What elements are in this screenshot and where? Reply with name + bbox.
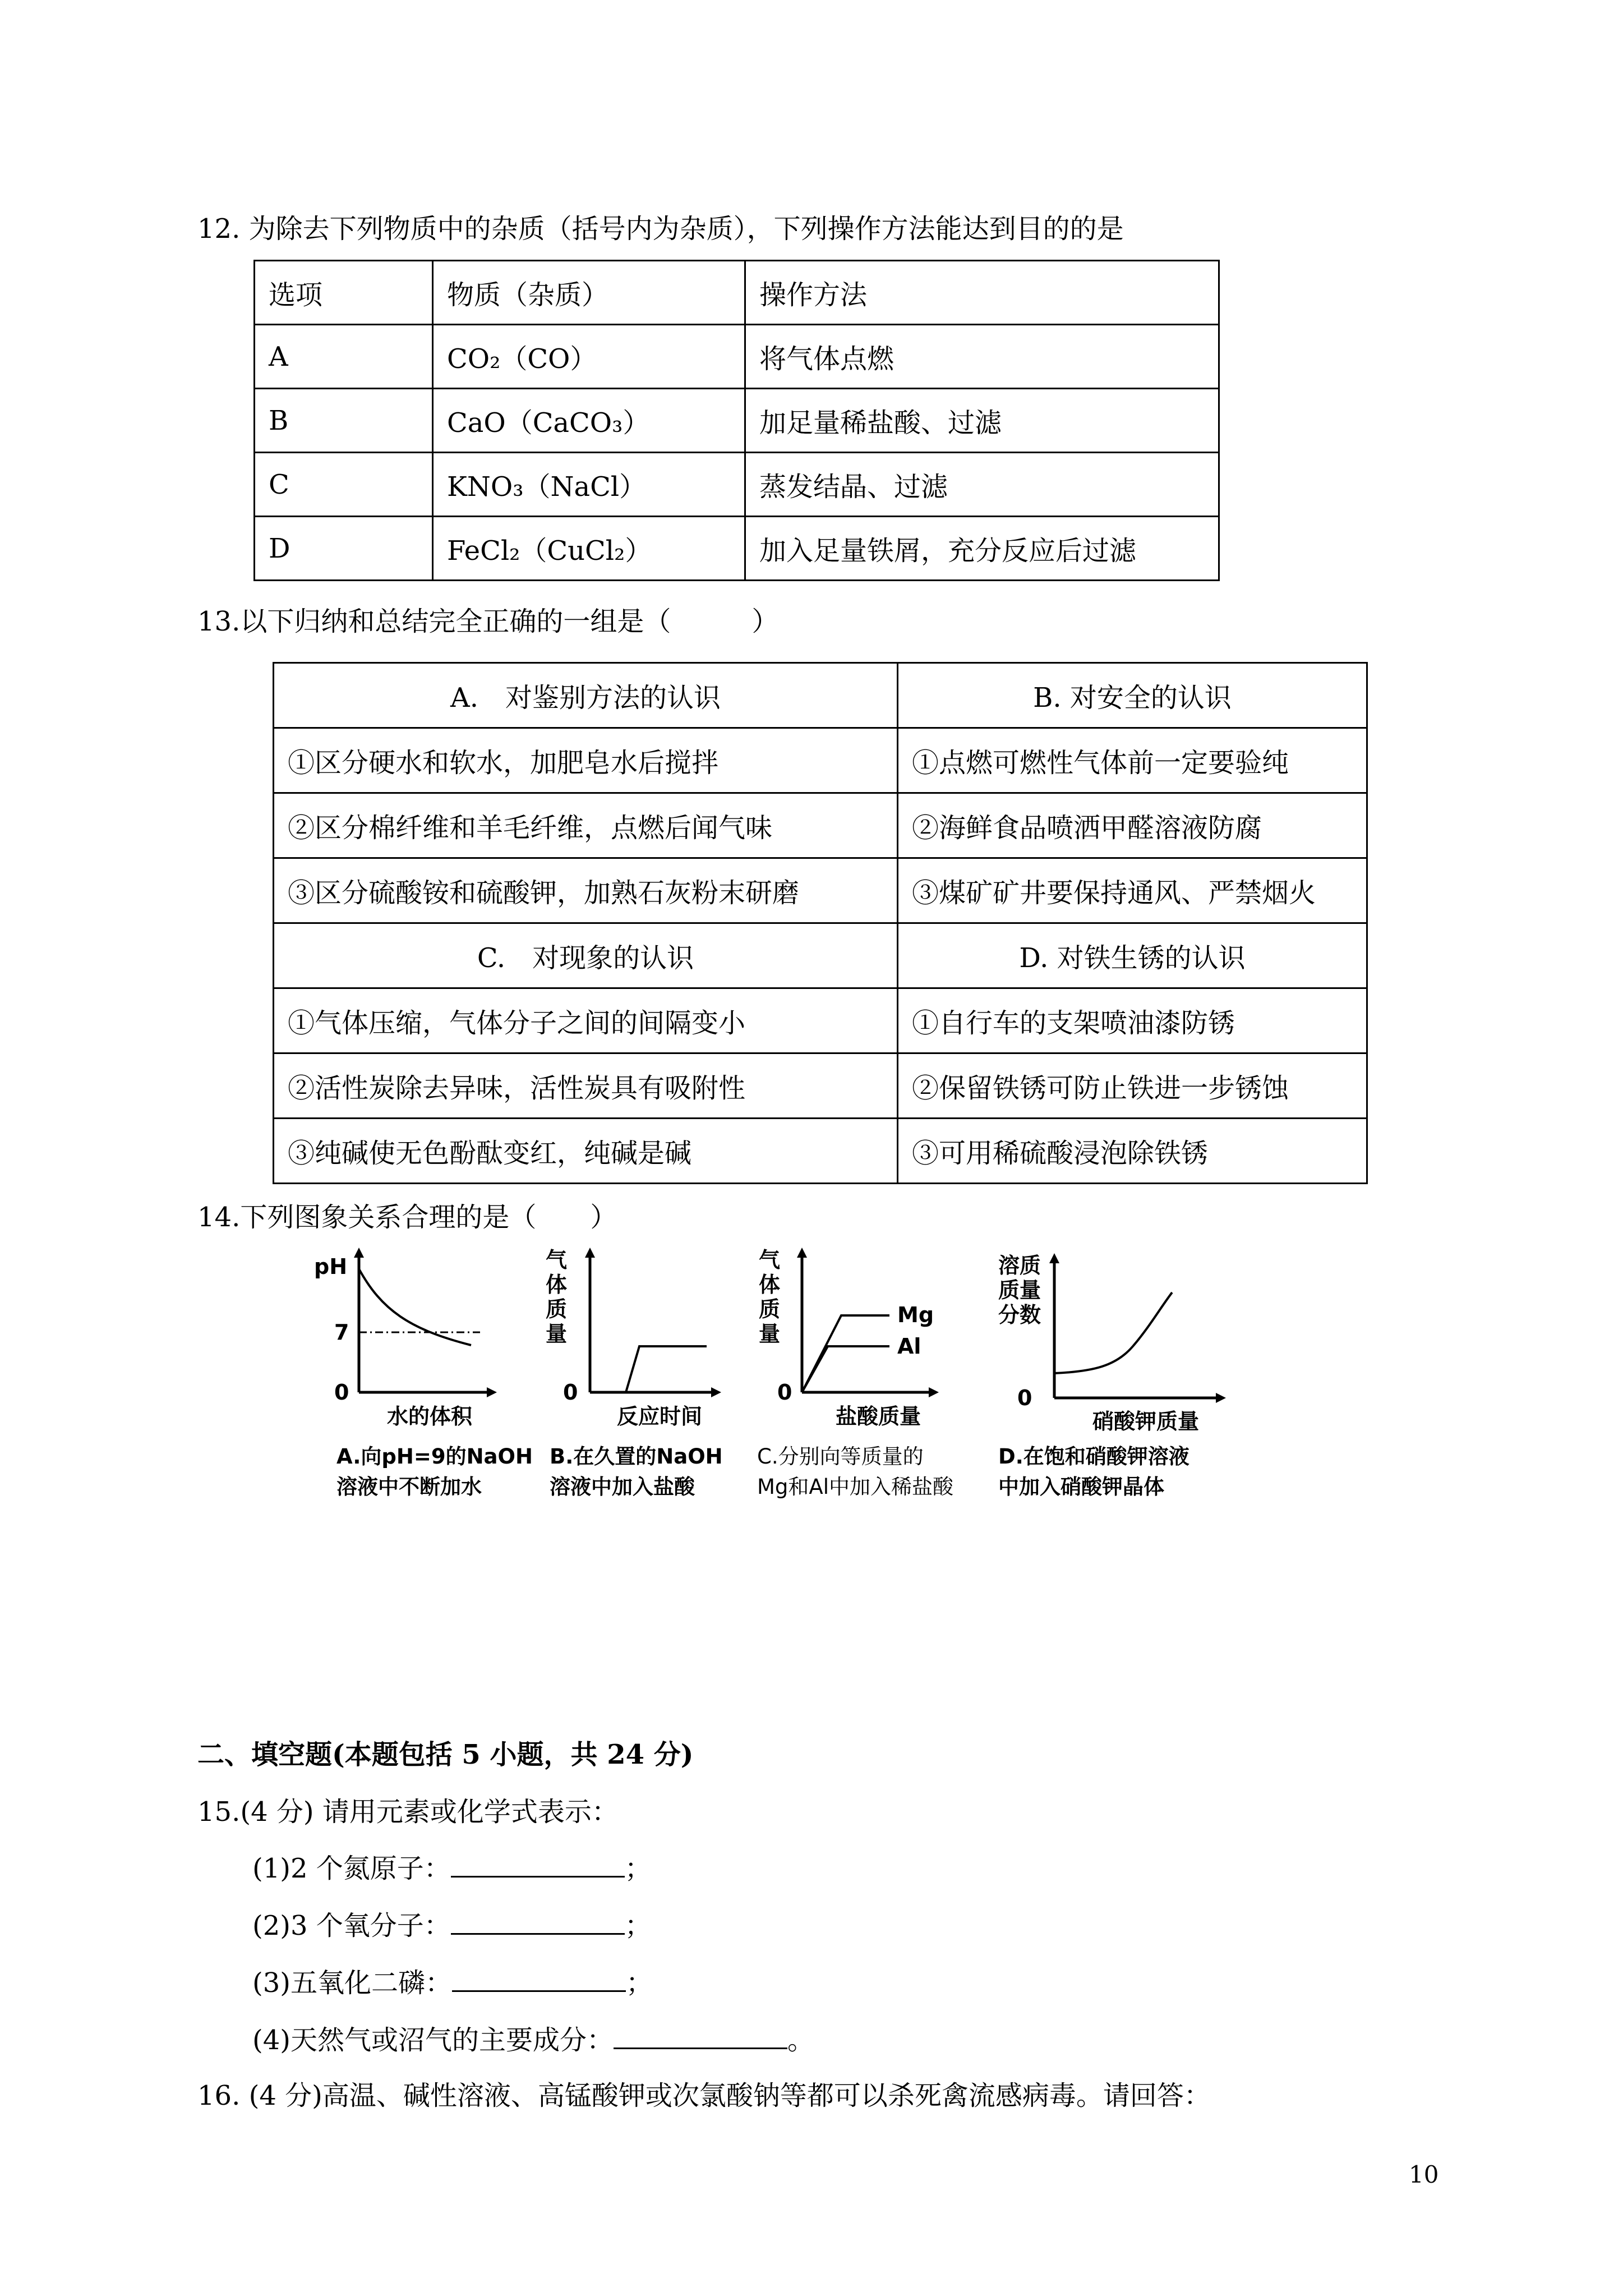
header-method: 操作方法: [745, 261, 1219, 325]
q15-item-4: [252, 2022, 814, 2057]
group-d-title: D. 对铁生锈的认识: [898, 923, 1367, 988]
row-method: 将气体点燃: [745, 325, 1219, 389]
row-method: 蒸发结晶、过滤: [745, 453, 1219, 517]
q15-stem: 15.(4 分) 请用元素或化学式表示：: [197, 1796, 619, 1828]
diagram-b-origin: 0: [563, 1380, 578, 1405]
group-d-item: ③可用稀硫酸浸泡除铁锈: [898, 1119, 1367, 1184]
diagram-a-ylabel: pH: [314, 1254, 348, 1279]
q16-stem: 16. (4 分)高温、碱性溶液、高锰酸钾或次氯酸钠等都可以杀死禽流感病毒。请回答：: [197, 2080, 1211, 2111]
diagram-d-caption: D.在饱和硝酸钾溶液: [998, 1444, 1189, 1469]
table-row: [274, 988, 1367, 1053]
table-row: [255, 325, 1219, 389]
table-row: [274, 1119, 1367, 1184]
diagram-a: [314, 1245, 533, 1515]
diagram-a-origin: 0: [334, 1380, 349, 1405]
q15-item-end: ；: [624, 1910, 652, 1941]
diagram-b-caption: B.在久置的NaOH: [550, 1444, 723, 1469]
diagram-b-xlabel: 反应时间: [617, 1404, 703, 1429]
diagram-b-caption: 溶液中加入盐酸: [550, 1475, 695, 1499]
answer-blank[interactable]: [451, 1907, 625, 1935]
diagram-c-ylabel: 气体质量: [758, 1248, 780, 1346]
q14-stem: 14.下列图象关系合理的是（ ）: [197, 1202, 617, 1233]
q15-item-label: (4)天然气或沼气的主要成分：: [252, 2024, 614, 2056]
diagram-c-series-al: Al: [897, 1334, 921, 1359]
group-a-item: ①区分硬水和软水，加肥皂水后搅拌: [274, 728, 898, 793]
q15-item-end: ；: [624, 1853, 652, 1884]
group-d-item: ②保留铁锈可防止铁进一步锈蚀: [898, 1053, 1367, 1119]
table-row: [255, 389, 1219, 453]
group-a-item: ②区分棉纤维和羊毛纤维，点燃后闻气味: [274, 793, 898, 858]
q15-item-label: (1)2 个氮原子：: [252, 1853, 451, 1884]
group-c-item: ③纯碱使无色酚酞变红，纯碱是碱: [274, 1119, 898, 1184]
group-a-item: ③区分硫酸铵和硫酸钾，加熟石灰粉末研磨: [274, 858, 898, 923]
diagram-d-origin: 0: [1017, 1386, 1032, 1410]
diagram-d-ylabel-line: 溶质: [998, 1253, 1041, 1278]
diagram-a-xlabel: 水的体积: [387, 1404, 473, 1429]
diagram-d: [993, 1245, 1245, 1515]
group-b-title: B. 对安全的认识: [898, 663, 1367, 728]
group-b-item: ②海鲜食品喷洒甲醛溶液防腐: [898, 793, 1367, 858]
table-header-row: [274, 663, 1367, 728]
group-c-item: ①气体压缩，气体分子之间的间隔变小: [274, 988, 898, 1053]
diagram-d-ylabel-line: 分数: [998, 1303, 1041, 1327]
row-substance: CaO（CaCO₃）: [433, 389, 745, 453]
diagram-c-series-mg: Mg: [897, 1303, 934, 1327]
q15-item-2: [252, 1907, 652, 1943]
diagram-c-caption: Mg和Al中加入稀盐酸: [757, 1475, 954, 1499]
q13-stem: 13.以下归纳和总结完全正确的一组是（ ）: [197, 606, 779, 637]
group-b-item: ①点燃可燃性气体前一定要验纯: [898, 728, 1367, 793]
group-d-item: ①自行车的支架喷油漆防锈: [898, 988, 1367, 1053]
table-row: [274, 1053, 1367, 1119]
table-row: [255, 517, 1219, 581]
row-method: 加足量稀盐酸、过滤: [745, 389, 1219, 453]
diagram-a-caption: 溶液中不断加水: [336, 1475, 482, 1499]
diagram-c: [757, 1245, 993, 1515]
row-method: 加入足量铁屑，充分反应后过滤: [745, 517, 1219, 581]
q12-table: [253, 260, 1220, 581]
table-row: [274, 793, 1367, 858]
q15-item-1: [252, 1850, 652, 1885]
header-option: 选项: [255, 261, 433, 325]
q15-item-label: (3)五氧化二磷：: [252, 1967, 452, 1999]
section-title: 二、填空题(本题包括 5 小题，共 24 分): [197, 1739, 694, 1770]
group-c-item: ②活性炭除去异味，活性炭具有吸附性: [274, 1053, 898, 1119]
table-header-row: [274, 923, 1367, 988]
diagram-a-ymark: 7: [334, 1320, 349, 1345]
row-substance: FeCl₂（CuCl₂）: [433, 517, 745, 581]
group-c-title: C. 对现象的认识: [274, 923, 898, 988]
diagram-d-ylabel-line: 质量: [998, 1278, 1041, 1303]
diagram-b: [538, 1245, 729, 1515]
q12-stem: 12. 为除去下列物质中的杂质（括号内为杂质），下列操作方法能达到目的的是: [197, 213, 1124, 245]
diagram-d-xlabel: 硝酸钾质量: [1092, 1409, 1200, 1434]
table-row: [274, 728, 1367, 793]
q15-item-label: (2)3 个氧分子：: [252, 1910, 451, 1941]
answer-blank[interactable]: [614, 2022, 787, 2049]
diagram-c-origin: 0: [777, 1380, 792, 1405]
row-option: A: [255, 325, 433, 389]
q13-table: [273, 662, 1368, 1184]
table-header-row: [255, 261, 1219, 325]
diagram-a-caption: A.向pH=9的NaOH: [336, 1444, 533, 1469]
answer-blank[interactable]: [452, 1964, 626, 1992]
table-row: [255, 453, 1219, 517]
group-a-title: A. 对鉴别方法的认识: [274, 663, 898, 728]
group-b-item: ③煤矿矿井要保持通风、严禁烟火: [898, 858, 1367, 923]
q15-item-end: ；: [626, 1967, 653, 1999]
diagram-b-ylabel: 气体质量: [545, 1248, 567, 1346]
page-number: 10: [1409, 2161, 1439, 2188]
row-option: B: [255, 389, 433, 453]
row-option: C: [255, 453, 433, 517]
header-substance: 物质（杂质）: [433, 261, 745, 325]
q15-item-3: [252, 1964, 653, 2000]
diagram-d-ylabel-1: [998, 1253, 1043, 1327]
answer-blank[interactable]: [451, 1850, 625, 1878]
q15-item-end: 。: [787, 2024, 815, 2056]
table-row: [274, 858, 1367, 923]
diagram-c-xlabel: 盐酸质量: [836, 1404, 921, 1429]
row-option: D: [255, 517, 433, 581]
diagram-c-caption: C.分别向等质量的: [757, 1444, 924, 1469]
row-substance: KNO₃（NaCl）: [433, 453, 745, 517]
row-substance: CO₂（CO）: [433, 325, 745, 389]
diagram-d-caption: 中加入硝酸钾晶体: [998, 1475, 1164, 1499]
